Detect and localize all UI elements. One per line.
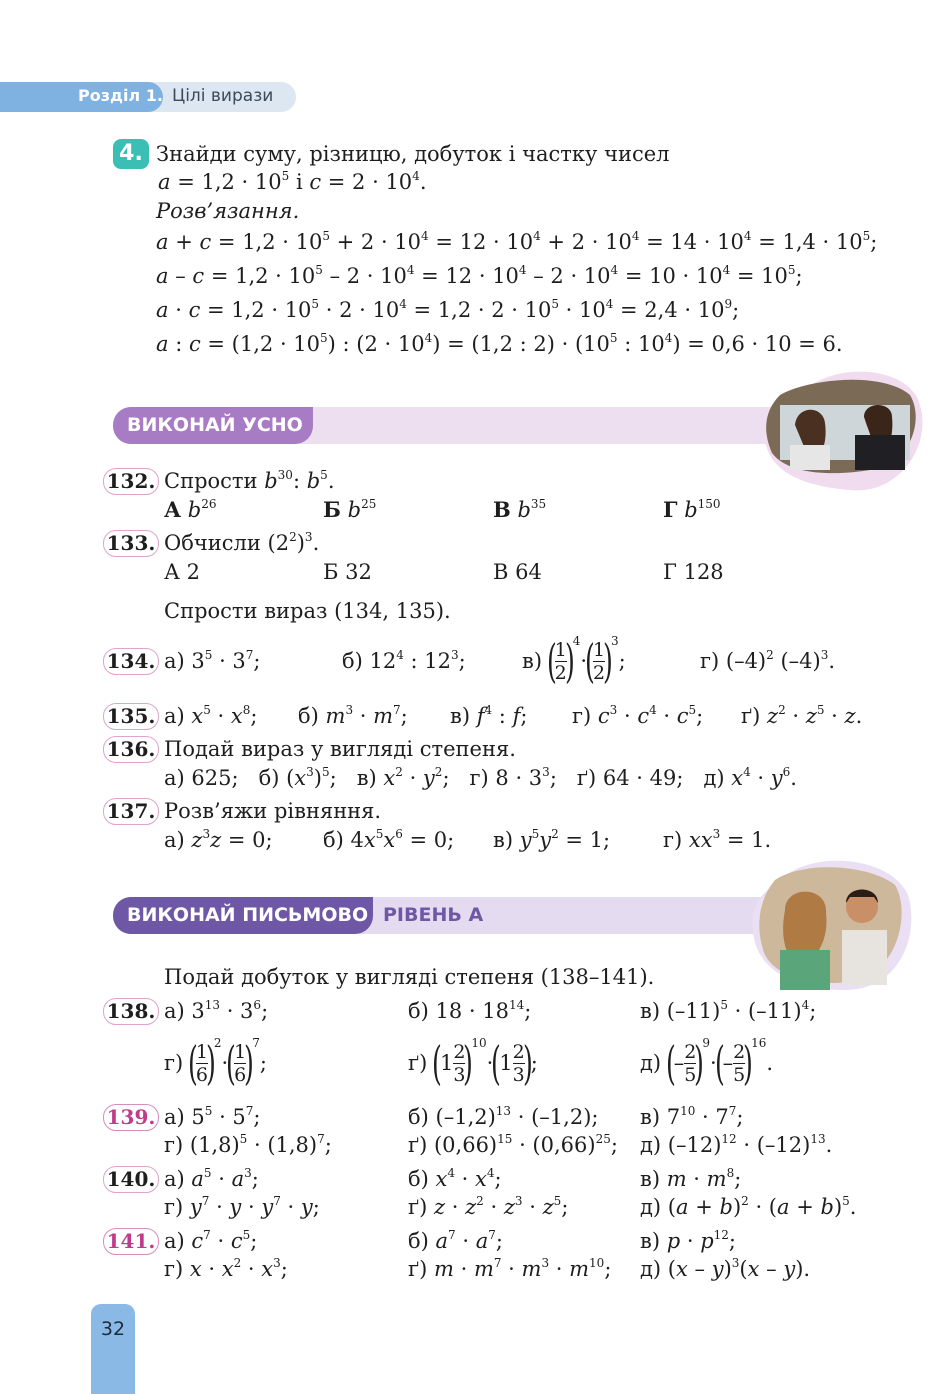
answer-133-b[interactable]: Б 32 xyxy=(323,560,372,584)
problem-138-b: б) $18 \cdot 18^{14}$; xyxy=(408,998,532,1023)
answer-132-b[interactable]: Б $b^{25}$ xyxy=(323,497,377,522)
problem-141-d: г) $x \cdot x^2 \cdot x^3$; xyxy=(164,1256,288,1281)
problem-134-b: б) $12^4$ : $12^3$; xyxy=(342,648,466,673)
problem-134-d: г) $(-4)^2$ $(-4)^3$. xyxy=(700,648,836,673)
problem-140-d: г) $y^7 \cdot y \cdot y^7 \cdot y$; xyxy=(164,1194,320,1219)
solution-label: Розв’язання. xyxy=(156,199,300,223)
problem-140-e: ґ) $z \cdot z^2 \cdot z^3 \cdot z^5$; xyxy=(408,1194,569,1219)
problem-134-c: в) ( $\frac{1}{2}$ ) $^4$ · ( $\frac{1}{2}$ ) $^3$ ; xyxy=(522,634,626,688)
answer-133-a[interactable]: А 2 xyxy=(164,560,200,584)
example-values: $a = 1,2 \cdot 10^5$ і $c = 2 \cdot 10^4$. xyxy=(158,169,427,194)
problem-number-140: 140. xyxy=(103,1166,159,1193)
problem-137-a: а) $z^3z = 0$; xyxy=(164,827,273,852)
problem-141-f: д) (x – y)$^3$(x – y). xyxy=(640,1256,811,1281)
problem-135-e: ґ) $z^2 \cdot z^5 \cdot z$. xyxy=(741,703,863,728)
problem-number-138: 138. xyxy=(103,998,159,1025)
problem-number-134: 134. xyxy=(103,648,159,675)
problem-141-b: б) $a^7 \cdot a^7$; xyxy=(408,1228,503,1253)
solution-sum: $a + c = 1,2 \cdot 10^5 + 2 \cdot 10^4 = 12 \cdot 10^4 + 2 \cdot 10^4 = 14 \cdot 10^4 = 1,4 \cdot 10^5$; xyxy=(156,229,878,254)
problem-138-f: д) ( – $\frac{2}{5}$ ) $^9$ · ( – $\frac{2}{5}$ ) $^{16}$ . xyxy=(640,1036,774,1090)
problem-140-b: б) $x^4 \cdot x^4$; xyxy=(408,1166,502,1191)
answer-132-d[interactable]: Г $b^{150}$ xyxy=(663,497,721,522)
solution-product: $a \cdot c = 1,2 \cdot 10^5 \cdot 2 \cdot 10^4 = 1,2 \cdot 2 \cdot 10^5 \cdot 10^4 = 2,4 \cdot 10^9$; xyxy=(156,297,740,322)
example-badge: 4. xyxy=(113,139,149,169)
students-photo-1 xyxy=(760,365,928,500)
problem-136-text: Подай вираз у вигляді степеня. xyxy=(164,737,516,761)
problem-137-d: г) $xx^3 = 1$. xyxy=(663,827,772,852)
example-task: Знайди суму, різницю, добуток і частку чисел xyxy=(156,142,670,166)
problem-140-a: а) $a^5 \cdot a^3$; xyxy=(164,1166,259,1191)
answer-132-a[interactable]: А $b^{26}$ xyxy=(164,497,217,522)
problem-number-141: 141. xyxy=(103,1228,159,1255)
product-header: Подай добуток у вигляді степеня (138–141). xyxy=(164,965,655,989)
section-label: Розділ 1. xyxy=(78,86,163,105)
problem-137-text: Розв’яжи рівняння. xyxy=(164,799,382,823)
oral-banner: ВИКОНАЙ УСНО xyxy=(113,407,313,444)
simplify-header: Спрости вираз (134, 135). xyxy=(164,599,451,623)
problem-135-b: б) $m^3 \cdot m^7$; xyxy=(298,703,408,728)
problem-134-a: а) $3^5 \cdot 3^7$; xyxy=(164,648,261,673)
problem-135-a: а) $x^5 \cdot x^8$; xyxy=(164,703,258,728)
problem-135-c: в) $f^4$ : f; xyxy=(450,703,528,728)
chapter-title: Цілі вирази xyxy=(172,86,274,106)
problem-138-a: а) $3^{13} \cdot 3^6$; xyxy=(164,998,269,1023)
problem-139-d: г) $(1,8)^5 \cdot (1,8)^7$; xyxy=(164,1132,332,1157)
problem-138-d: г) ( $\frac{1}{6}$ ) $^2$ · ( $\frac{1}{6}$ ) $^7$ ; xyxy=(164,1036,267,1090)
problem-141-e: ґ) $m \cdot m^7 \cdot m^3 \cdot m^{10}$; xyxy=(408,1256,612,1281)
problem-137-c: в) $y^5y^2 = 1$; xyxy=(493,827,611,852)
problem-140-f: д) $(a + b)^2 \cdot (a + b)^5$. xyxy=(640,1194,857,1219)
problem-139-f: д) $(-12)^{12} \cdot (-12)^{13}$. xyxy=(640,1132,833,1157)
page-number: 32 xyxy=(100,1318,126,1340)
problem-number-136: 136. xyxy=(103,736,159,763)
level-label: РІВЕНЬ А xyxy=(383,904,484,926)
students-photo-2 xyxy=(750,855,915,995)
problem-number-137: 137. xyxy=(103,798,159,825)
written-banner: ВИКОНАЙ ПИСЬМОВО xyxy=(113,897,373,934)
problem-135-d: г) $c^3 \cdot c^4 \cdot c^5$; xyxy=(572,703,704,728)
problem-140-c: в) $m \cdot m^8$; xyxy=(640,1166,742,1191)
problem-139-e: ґ) $(0,66)^{15} \cdot (0,66)^{25}$; xyxy=(408,1132,618,1157)
problem-133-text: Обчисли $(2^2)^3$. xyxy=(164,530,320,555)
problem-138-e: ґ) ( 1 $\frac{2}{3}$ ) $^{10}$ · ( 1 $\frac{2}{3}$ ) ; xyxy=(408,1036,538,1090)
answer-133-d[interactable]: Г 128 xyxy=(663,560,724,584)
solution-quotient: a : $c = (1,2 \cdot 10^5)$ : $(2 \cdot 10^4) = (1,2$ : $2) \cdot (10^5$ : $10^4) = 0,6 \cdot 10 = 6$. xyxy=(156,331,843,356)
problem-139-b: б) $(-1,2)^{13} \cdot (-1,2)$; xyxy=(408,1104,599,1129)
problem-number-133: 133. xyxy=(103,530,159,557)
problem-137-b: б) $4x^5x^6 = 0$; xyxy=(323,827,455,852)
problem-number-135: 135. xyxy=(103,703,159,730)
solution-difference: $a - c = 1,2 \cdot 10^5 - 2 \cdot 10^4 = 12 \cdot 10^4 - 2 \cdot 10^4 = 10 \cdot 10^4 = 10^5$; xyxy=(156,263,803,288)
problem-141-c: в) $p \cdot p^{12}$; xyxy=(640,1228,736,1253)
problem-139-a: а) $5^5 \cdot 5^7$; xyxy=(164,1104,261,1129)
problem-139-c: в) $7^{10} \cdot 7^7$; xyxy=(640,1104,744,1129)
problem-132-text: Спрости $b^{30}$: $b^5$. xyxy=(164,468,335,493)
problem-136-items: а) 625; б) $(x^3)^5$; в) $x^2 \cdot y^2$; г) $8 \cdot 3^3$; ґ) 64 · 49; д) $x^4 \cdot y^6$. xyxy=(164,765,797,790)
problem-number-132: 132. xyxy=(103,468,159,495)
problem-141-a: а) $c^7 \cdot c^5$; xyxy=(164,1228,258,1253)
answer-133-c[interactable]: В 64 xyxy=(493,560,542,584)
answer-132-c[interactable]: В $b^{35}$ xyxy=(493,497,547,522)
problem-138-c: в) $(-11)^5 \cdot (-11)^4$; xyxy=(640,998,817,1023)
problem-number-139: 139. xyxy=(103,1104,159,1131)
